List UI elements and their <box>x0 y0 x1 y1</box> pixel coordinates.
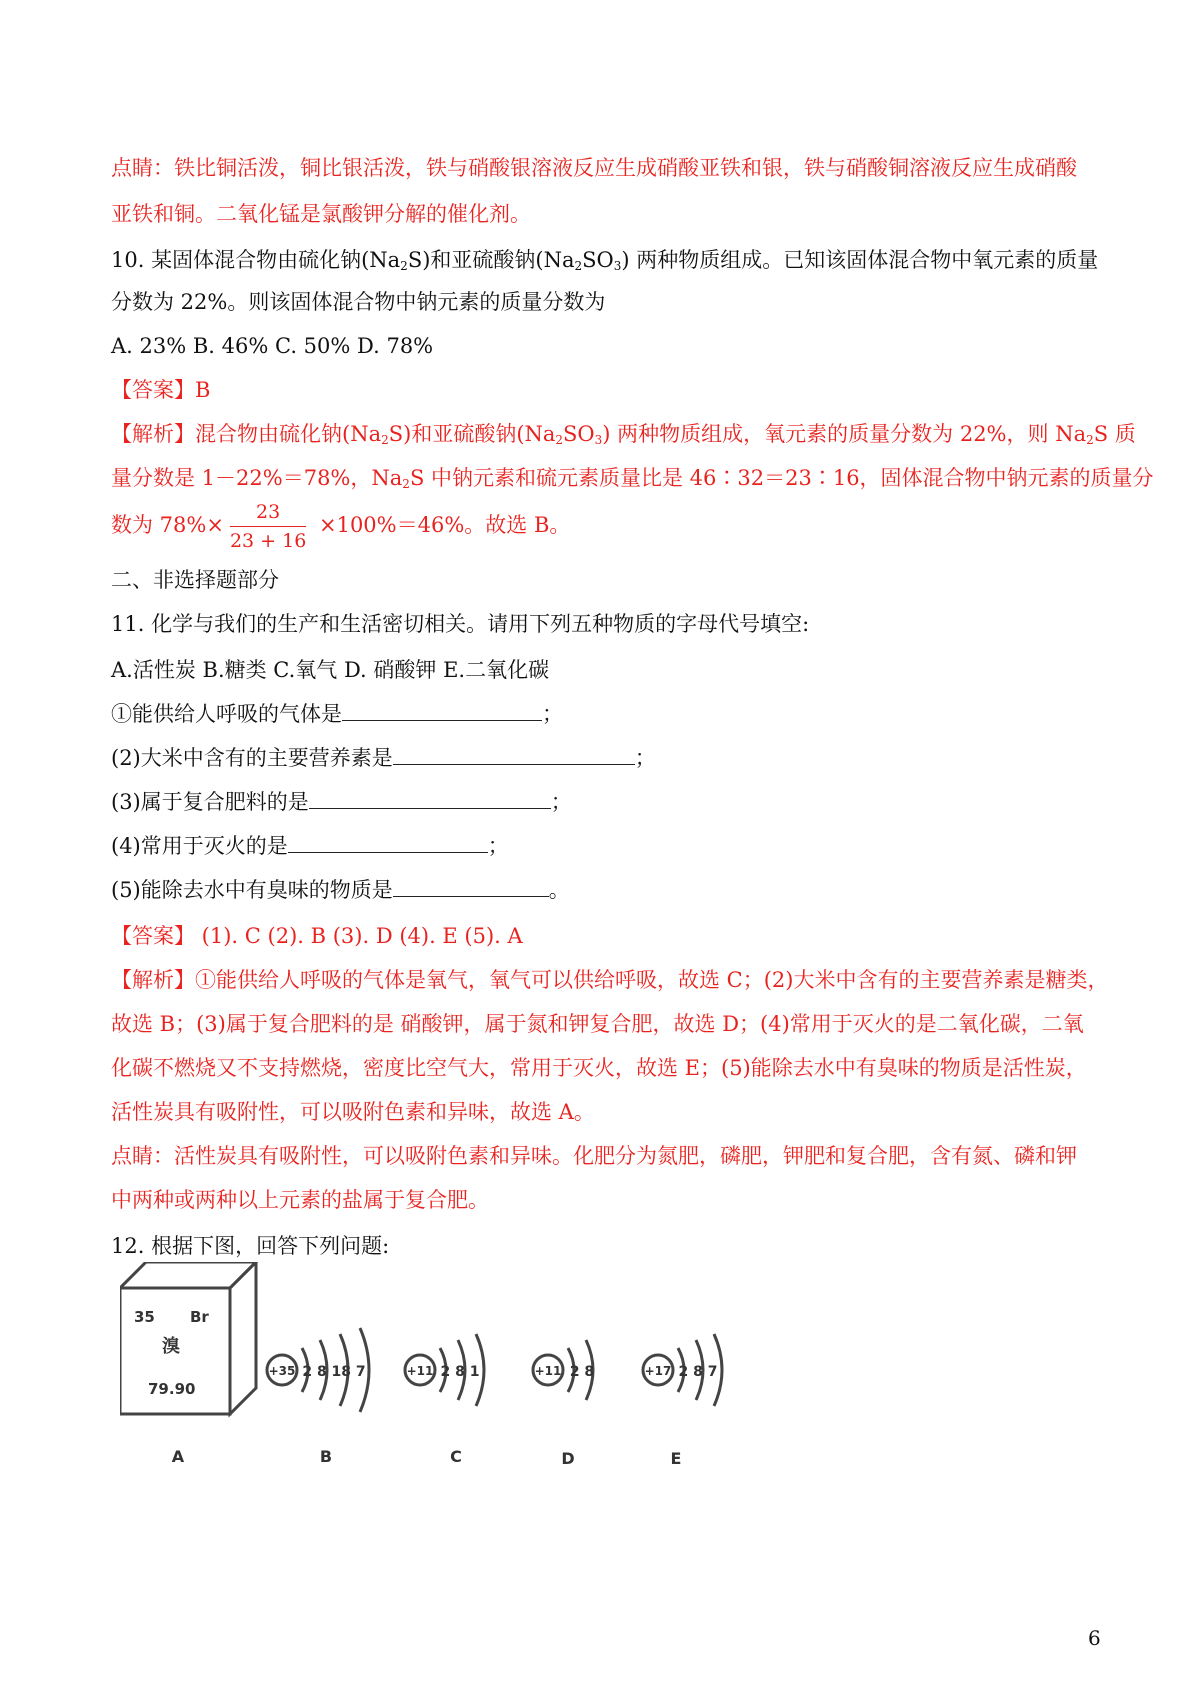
shell-electrons: 2 8 1 <box>440 1364 480 1380</box>
q11-analysis-line-3: 化碳不燃烧又不支持燃烧，密度比空气大，常用于灭火，故选 E；(5)能除去水中有臭味的物质是活性炭， <box>111 1056 1087 1080</box>
answer-blank[interactable] <box>342 700 542 721</box>
analysis-text: S)和亚硫酸钠(Na <box>388 422 556 446</box>
cell-symbol: Br <box>190 1308 209 1326</box>
q11-answer: 【答案】 (1). C (2). B (3). D (4). E (5). A <box>111 924 523 948</box>
q11-note-line-1: 点睛：活性炭具有吸附性，可以吸附色素和异味。化肥分为氮肥，磷肥，钾肥和复合肥，含有氮、磷和钾 <box>111 1144 1077 1168</box>
punctuation: ； <box>550 790 572 814</box>
atom-structure-b <box>267 1328 369 1412</box>
punctuation: ； <box>487 834 509 858</box>
subscript: 2 <box>381 433 389 447</box>
fraction-denominator: 23 + 16 <box>229 530 307 552</box>
answer-blank[interactable] <box>288 832 488 853</box>
q11-choices: A.活性炭 B.糖类 C.氧气 D. 硝酸钾 E.二氧化碳 <box>111 658 550 682</box>
q11-stem: 11. 化学与我们的生产和生活密切相关。请用下列五种物质的字母代号填空: <box>111 612 810 636</box>
q10-analysis-line-1 <box>111 420 1136 448</box>
shell-electrons: 2 8 <box>569 1364 595 1380</box>
note-line-2: 亚铁和铜。二氧化锰是氯酸钾分解的催化剂。 <box>111 202 531 226</box>
q12-stem: 12. 根据下图，回答下列问题: <box>111 1234 390 1258</box>
nucleus-charge: +11 <box>534 1364 562 1378</box>
q11-blank-5 <box>111 876 570 904</box>
label-a: A <box>171 1447 185 1466</box>
q11-blank-4 <box>111 832 509 860</box>
blank-prompt: (3)属于复合肥料的是 <box>111 790 309 814</box>
analysis-text: 数为 78%× <box>111 513 224 537</box>
nucleus-charge: +17 <box>644 1364 672 1378</box>
q10-stem-line-1 <box>111 246 1098 274</box>
blank-prompt: ①能供给人呼吸的气体是 <box>111 702 342 726</box>
q10-options: A. 23% B. 46% C. 50% D. 78% <box>111 334 434 358</box>
q11-analysis-line-1: 【解析】①能供给人呼吸的气体是氧气，氧气可以供给呼吸，故选 C；(2)大米中含有的主要营养素是糖类， <box>111 968 1109 992</box>
subscript: 2 <box>574 259 583 273</box>
subscript: 2 <box>400 259 408 273</box>
page-number: 6 <box>1088 1626 1101 1650</box>
cell-atomic-mass: 79.90 <box>148 1380 196 1398</box>
blank-prompt: (2)大米中含有的主要营养素是 <box>111 746 393 770</box>
shell-electrons: 2 8 7 <box>678 1364 718 1380</box>
nucleus-charge: +35 <box>268 1364 296 1378</box>
subscript: 2 <box>555 433 564 447</box>
punctuation: ； <box>542 702 563 726</box>
label-e: E <box>670 1449 682 1468</box>
q10-text: SO <box>582 248 614 272</box>
subscript: 3 <box>594 433 603 447</box>
fraction <box>230 500 306 553</box>
subscript: 2 <box>1086 433 1094 447</box>
q10-analysis-line-3 <box>111 500 570 553</box>
nucleus-charge: +11 <box>406 1364 434 1378</box>
q10-text: 10. 某固体混合物由硫化钠(Na <box>111 248 401 272</box>
cell-element-name: 溴 <box>162 1336 180 1357</box>
q11-analysis-line-4: 活性炭具有吸附性，可以吸附色素和异味，故选 A。 <box>111 1100 595 1124</box>
subscript: 3 <box>613 259 622 273</box>
atom-structure-d <box>533 1340 594 1400</box>
analysis-text: S 质 <box>1093 422 1136 446</box>
fraction-numerator: 23 <box>230 500 306 527</box>
analysis-text: 量分数是 1－22%＝78%，Na <box>111 466 403 490</box>
q11-analysis-line-2: 故选 B；(3)属于复合肥料的是 硝酸钾，属于氮和钾复合肥，故选 D；(4)常用于灭火的是二氧化碳，二氧 <box>111 1012 1084 1036</box>
q10-text: S)和亚硫酸钠(Na <box>407 248 575 272</box>
label-c: C <box>450 1447 462 1466</box>
q11-blank-2 <box>111 744 656 772</box>
cell-side-face <box>230 1262 256 1414</box>
atom-structure-e <box>643 1334 722 1406</box>
label-d: D <box>561 1449 575 1468</box>
q10-analysis-line-2 <box>111 464 1154 492</box>
shell-electrons: 2 8 18 7 <box>302 1364 366 1380</box>
answer-blank[interactable] <box>393 744 635 765</box>
q11-blank-3 <box>111 788 572 816</box>
section-title: 二、非选择题部分 <box>111 568 279 592</box>
label-b: B <box>319 1447 333 1466</box>
q11-blank-1 <box>111 700 563 728</box>
answer-blank[interactable] <box>393 876 549 897</box>
subscript: 2 <box>402 477 410 491</box>
atomic-structure-figure <box>120 1262 820 1562</box>
analysis-text: 【解析】混合物由硫化钠(Na <box>111 422 382 446</box>
periodic-table-cell <box>120 1262 256 1414</box>
blank-prompt: (5)能除去水中有臭味的物质是 <box>111 878 393 902</box>
q10-text: ) 两种物质组成。已知该固体混合物中氧元素的质量 <box>621 248 1099 272</box>
atom-structure-c <box>405 1334 484 1406</box>
punctuation: 。 <box>548 878 570 902</box>
blank-prompt: (4)常用于灭火的是 <box>111 834 288 858</box>
punctuation: ； <box>634 746 656 770</box>
q10-answer: 【答案】B <box>111 378 211 402</box>
analysis-text: ×100%＝46%。故选 B。 <box>312 513 571 537</box>
q11-note-line-2: 中两种或两种以上元素的盐属于复合肥。 <box>111 1188 489 1212</box>
note-line-1: 点睛：铁比铜活泼，铜比银活泼，铁与硝酸银溶液反应生成硝酸亚铁和银，铁与硝酸铜溶液反应生成硝酸 <box>111 156 1077 180</box>
cell-atomic-number: 35 <box>134 1308 155 1326</box>
analysis-text: SO <box>563 422 595 446</box>
analysis-text: ) 两种物质组成，氧元素的质量分数为 22%，则 Na <box>602 422 1087 446</box>
answer-blank[interactable] <box>309 788 551 809</box>
analysis-text: S 中钠元素和硫元素质量比是 46∶32＝23∶16，固体混合物中钠元素的质量分 <box>409 466 1154 490</box>
q10-stem-line-2: 分数为 22%。则该固体混合物中钠元素的质量分数为 <box>111 290 606 314</box>
